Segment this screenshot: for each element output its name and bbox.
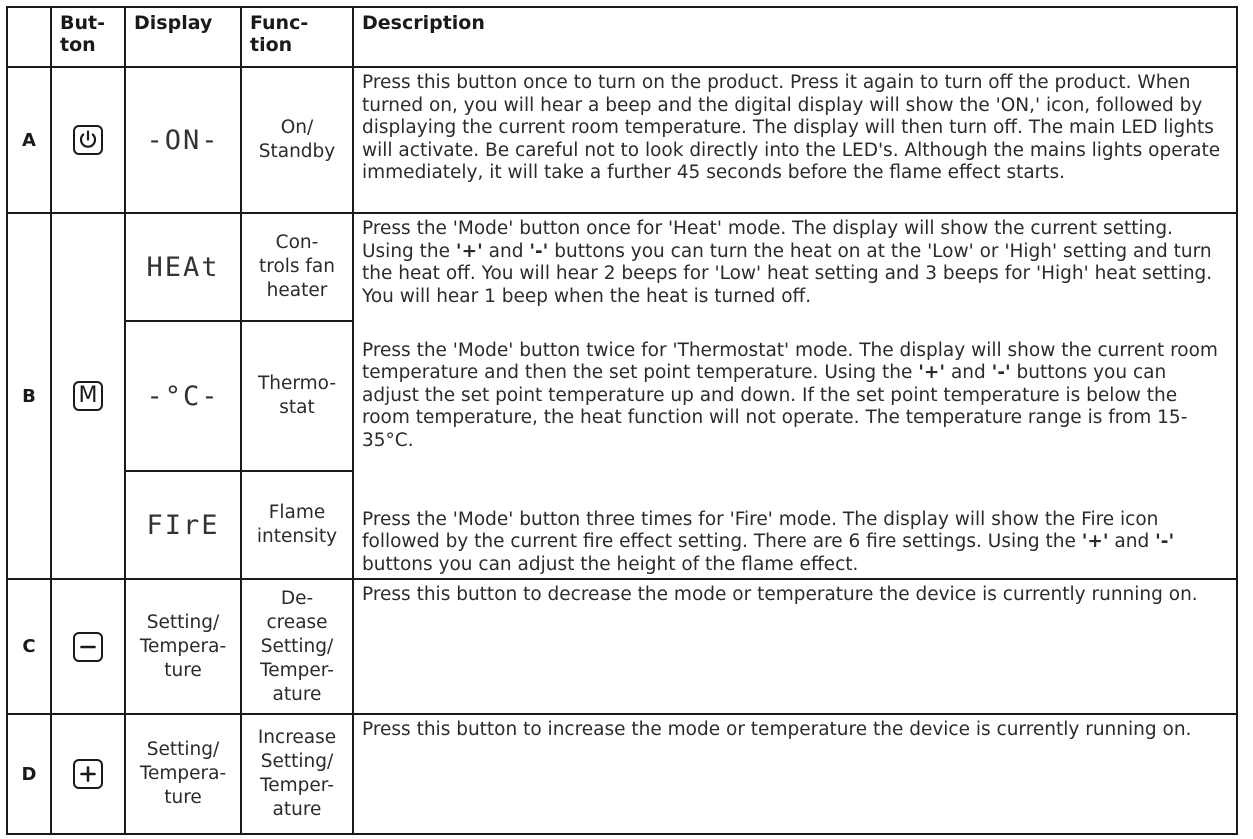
function-cell-a: On/ Standby [241, 67, 353, 213]
header-display: Display [125, 7, 241, 67]
description-d: Press this button to increase the mode or temperature the device is currently running on. [353, 714, 1237, 834]
row-c [7, 579, 1237, 714]
function-cell-b-fire: Flame intensity [241, 471, 353, 579]
corner-cell [7, 7, 51, 67]
row-label-d: D [7, 714, 51, 834]
header-row [7, 7, 1237, 67]
button-cell-a [51, 67, 125, 213]
display-cell-b-heat [125, 213, 241, 321]
segment-display-on: -ON- [146, 124, 220, 156]
row-label-a: A [7, 67, 51, 213]
row-label-c: C [7, 579, 51, 714]
power-icon [73, 125, 103, 155]
description-b-heat: Press the 'Mode' button once for 'Heat' mode. The display will show the current setting. Using the '+' and '-' buttons you can turn the heat on at the 'Low' or 'High' setting and turn the heat off. You will hear 2 beeps for 'Low' heat setting and 3 beeps for 'High' heat setting. You will hear 1 beep when the heat is turned off. [353, 213, 1237, 321]
segment-display-thermostat: -°C- [146, 380, 220, 412]
row-label-b: B [7, 213, 51, 579]
row-b-thermostat [7, 321, 1237, 471]
row-a [7, 67, 1237, 213]
function-cell-d: Increase Setting/ Temper- ature [241, 714, 353, 834]
mode-m-icon: M [73, 381, 103, 411]
button-function-table [6, 6, 1238, 835]
segment-display-fire: FIrE [146, 509, 220, 541]
header-function: Func- tion [241, 7, 353, 67]
display-cell-a [125, 67, 241, 213]
function-cell-b-heat: Con- trols fan heater [241, 213, 353, 321]
row-d [7, 714, 1237, 834]
function-cell-c: De- crease Setting/ Temper- ature [241, 579, 353, 714]
description-b-fire: Press the 'Mode' button three times for 'Fire' mode. The display will show the Fire icon followed by the current fire effect setting. There are 6 fire settings. Using the '+' and '-' buttons you can adjust the height of the flame effect. [353, 471, 1237, 579]
display-cell-b-thermostat [125, 321, 241, 471]
description-b-thermostat: Press the 'Mode' button twice for 'Thermostat' mode. The display will show the current room temperature and then the set point temperature. Using the '+' and '-' buttons you can adjust the set point temperature up and down. If the set point temperature is below the room temperature, the heat function will not operate. The temperature range is from 15-35°C. [353, 321, 1237, 471]
button-cell-d [51, 714, 125, 834]
function-cell-b-thermostat: Thermo- stat [241, 321, 353, 471]
header-button: But- ton [51, 7, 125, 67]
header-description: Description [353, 7, 1237, 67]
description-a: Press this button once to turn on the product. Press it again to turn off the product. When turned on, you will hear a beep and the digital display will show the 'ON,' icon, followed by displaying the current room temperature. The display will then turn off. The main LED lights will activate. Be careful not to look directly into the LED's. Although the mains lights operate immediately, it will take a further 45 seconds before the flame effect starts. [353, 67, 1237, 213]
segment-display-heat: HEAt [146, 251, 220, 283]
display-cell-b-fire [125, 471, 241, 579]
minus-icon [73, 632, 103, 662]
button-cell-c [51, 579, 125, 714]
row-b-fire [7, 471, 1237, 579]
plus-icon [73, 759, 103, 789]
description-c: Press this button to decrease the mode or temperature the device is currently running on. [353, 579, 1237, 714]
display-cell-d: Setting/ Tempera- ture [125, 714, 241, 834]
row-b-heat [7, 213, 1237, 321]
display-cell-c: Setting/ Tempera- ture [125, 579, 241, 714]
button-cell-b [51, 213, 125, 579]
